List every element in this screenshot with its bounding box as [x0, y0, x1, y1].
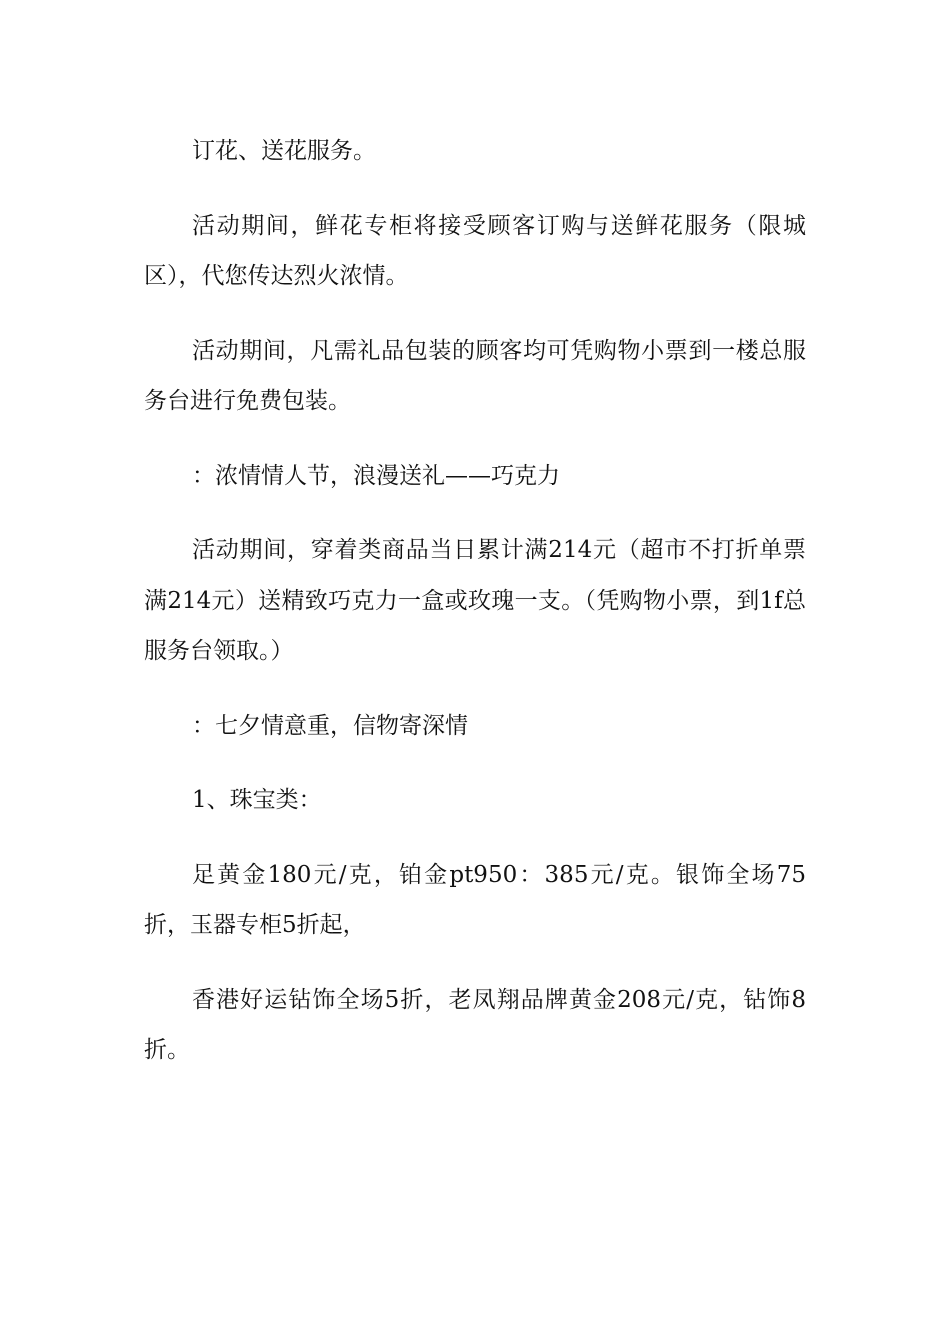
- heading-jewelry: 1、珠宝类：: [192, 787, 322, 813]
- paragraph-flower-order: 活动期间，鲜花专柜将接受顾客订购与送鲜花服务（限城区），代您传达烈火浓情。: [144, 212, 806, 289]
- document-body: [144, 126, 806, 1100]
- paragraph-diamond-offer: 香港好运钻饰全场5折，老凤翔品牌黄金208元/克，钻饰8折。: [144, 986, 806, 1063]
- heading-qixi: ：七夕情意重，信物寄深情: [192, 712, 468, 739]
- paragraph-gold-platinum-prices: 足黄金180元/克，铂金pt950：385元/克。银饰全场75折，玉器专柜5折起，: [144, 861, 806, 938]
- paragraph-gift-wrap: 活动期间，凡需礼品包装的顾客均可凭购物小票到一楼总服务台进行免费包装。: [144, 337, 806, 414]
- paragraph-flower-service: 订花、送花服务。: [192, 138, 376, 164]
- paragraph-chocolate-offer: 活动期间，穿着类商品当日累计满214元（超市不打折单票满214元）送精致巧克力一盒或玫瑰一支。（凭购物小票，到1f总服务台领取。）: [144, 537, 806, 664]
- heading-valentine-chocolate: ：浓情情人节，浪漫送礼——巧克力: [192, 462, 560, 489]
